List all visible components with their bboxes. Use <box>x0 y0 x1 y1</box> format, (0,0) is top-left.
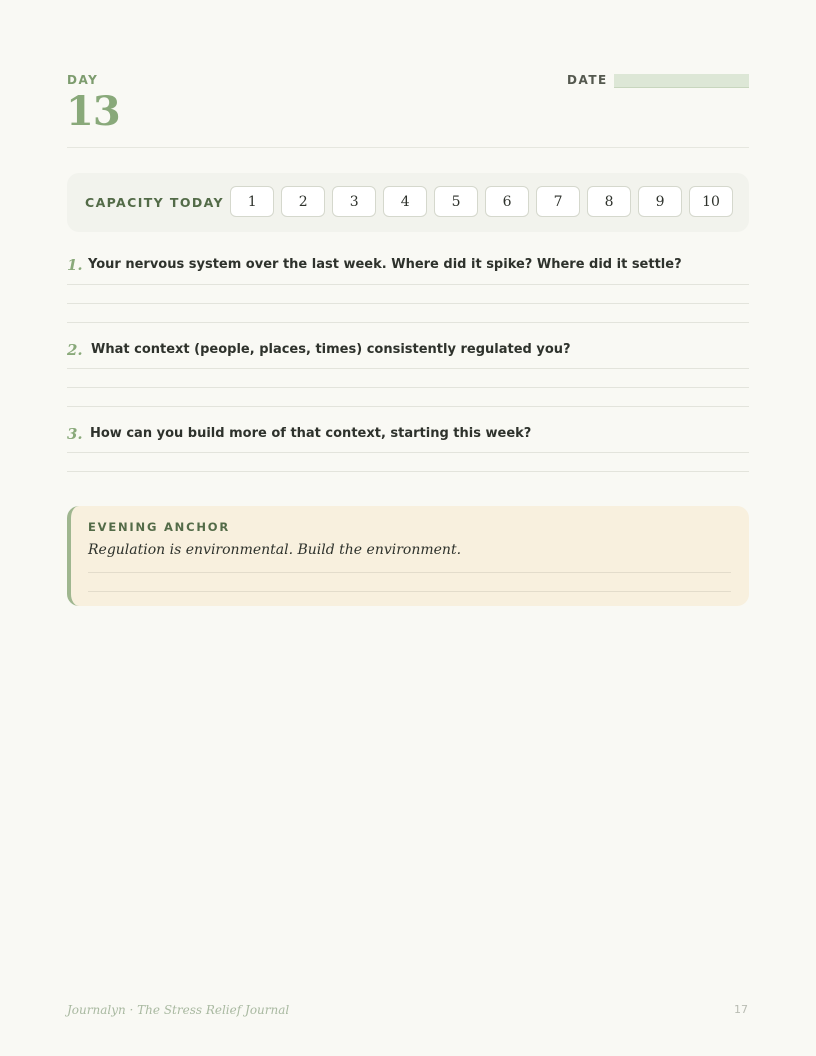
capacity-option-9[interactable]: 9 <box>638 186 682 217</box>
question-text: How can you build more of that context, starting this week? <box>90 426 532 441</box>
capacity-option-5[interactable]: 5 <box>434 186 478 217</box>
question-text: Your nervous system over the last week. Where did it spike? Where did it settle? <box>88 257 682 272</box>
capacity-option-2[interactable]: 2 <box>281 186 325 217</box>
evening-anchor-title: EVENING ANCHOR <box>88 520 231 534</box>
capacity-panel <box>67 173 749 232</box>
capacity-option-10[interactable]: 10 <box>689 186 733 217</box>
answer-line[interactable] <box>67 387 749 388</box>
capacity-option-6[interactable]: 6 <box>485 186 529 217</box>
answer-line[interactable] <box>67 284 749 285</box>
question-number: 2. <box>67 341 83 359</box>
capacity-option-1[interactable]: 1 <box>230 186 274 217</box>
anchor-answer-line[interactable] <box>88 591 731 592</box>
date-field[interactable] <box>614 74 749 88</box>
answer-line[interactable] <box>67 471 749 472</box>
date-label: DATE <box>567 73 608 87</box>
day-label: DAY <box>67 73 99 87</box>
question-number: 3. <box>67 425 83 443</box>
day-number: 13 <box>66 88 120 135</box>
question-number: 1. <box>67 256 83 274</box>
capacity-option-7[interactable]: 7 <box>536 186 580 217</box>
header-divider <box>67 147 749 148</box>
capacity-option-3[interactable]: 3 <box>332 186 376 217</box>
anchor-answer-line[interactable] <box>88 572 731 573</box>
question-text: What context (people, places, times) consistently regulated you? <box>91 342 571 357</box>
capacity-scale <box>230 186 733 217</box>
answer-line[interactable] <box>67 368 749 369</box>
page-number: 17 <box>734 1003 748 1016</box>
evening-anchor-quote: Regulation is environmental. Build the environment. <box>88 542 462 558</box>
capacity-label: CAPACITY TODAY <box>85 195 224 210</box>
answer-line[interactable] <box>67 322 749 323</box>
footer-title: Journalyn · The Stress Relief Journal <box>67 1003 290 1017</box>
evening-anchor-card <box>67 506 749 606</box>
capacity-option-8[interactable]: 8 <box>587 186 631 217</box>
answer-line[interactable] <box>67 452 749 453</box>
answer-line[interactable] <box>67 406 749 407</box>
answer-line[interactable] <box>67 303 749 304</box>
capacity-option-4[interactable]: 4 <box>383 186 427 217</box>
